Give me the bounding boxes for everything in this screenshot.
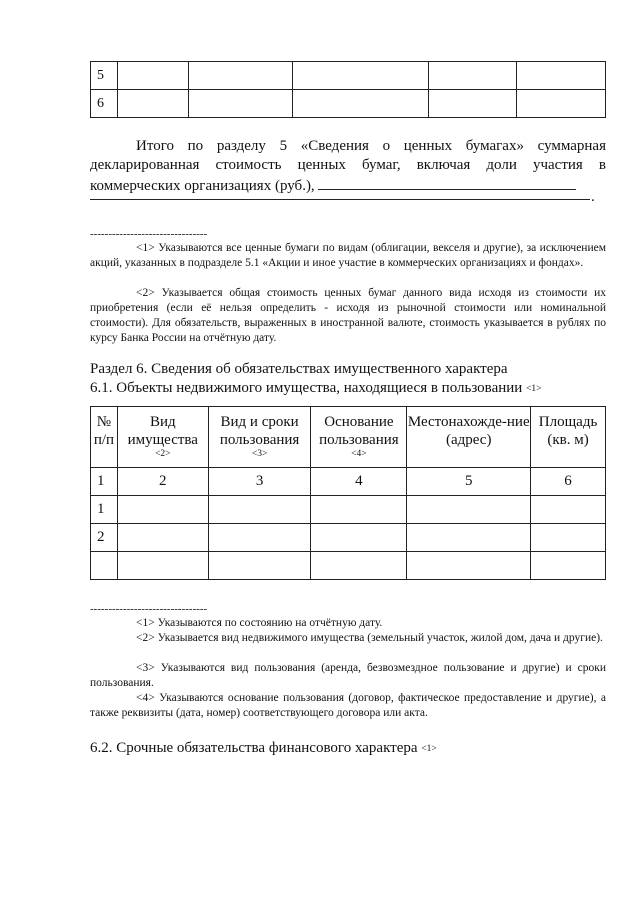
securities-table-tail	[90, 61, 606, 118]
column-number: 3	[208, 468, 311, 496]
table-cell[interactable]	[407, 524, 531, 552]
table-cell[interactable]	[208, 496, 311, 524]
table-cell[interactable]	[311, 524, 407, 552]
table-row	[91, 62, 606, 90]
table-cell[interactable]	[208, 552, 311, 580]
row-number: 5	[91, 62, 118, 90]
footnote-2-3	[90, 661, 606, 691]
footnote-text: <2> Указывается общая стоимость ценных бумаг данного вида исходя из стоимости их приобретения (если её нельзя определить - исходя из рыночной стоимости или номинальной стоимости). Для обязательств, выраженных в иностранной валюте, стоимость указывается в рублях по курсу Банка России на отчётную дату.	[90, 287, 606, 344]
header-label: Основание пользования	[319, 414, 399, 448]
table-cell	[188, 62, 292, 90]
footnote-ref: <2>	[155, 449, 171, 459]
table-cell[interactable]	[208, 524, 311, 552]
column-number: 1	[91, 468, 118, 496]
table-cell	[117, 90, 188, 118]
table-cell[interactable]	[531, 524, 606, 552]
footnote-text: <4> Указываются основание пользования (договор, фактическое предоставление и другие), а также реквизиты (дата, номер) соответствующего договора или акта.	[90, 692, 606, 719]
table-row	[91, 496, 606, 524]
header-label: № п/п	[93, 414, 115, 448]
header-label: Площадь (кв. м)	[538, 414, 598, 448]
header-label: Вид и сроки пользования	[219, 414, 300, 448]
table-cell	[517, 90, 606, 118]
table-cell	[292, 90, 429, 118]
col-header-location	[407, 407, 531, 468]
total-amount-line[interactable]	[318, 175, 576, 190]
footnote-ref: <1>	[421, 744, 437, 754]
total-text: Итого по разделу 5 «Сведения о ценных бумагах» суммарная декларированная стоимость ценных бумаг, включая доли участия в коммерческих организациях (руб.),	[90, 138, 606, 194]
table-cell[interactable]	[117, 496, 208, 524]
table-row	[91, 552, 606, 580]
col-header-area	[531, 407, 606, 468]
end-dot: .	[591, 189, 595, 205]
table-cell[interactable]	[407, 552, 531, 580]
table-cell[interactable]	[407, 496, 531, 524]
row-number	[91, 552, 118, 580]
real-estate-table	[90, 406, 606, 580]
row-number: 6	[91, 90, 118, 118]
table-cell	[188, 90, 292, 118]
row-number: 2	[91, 524, 118, 552]
footnote-ref: <3>	[251, 449, 268, 459]
footnote-text: <1> Указываются все ценные бумаги по видам (облигации, векселя и другие), за исключением акций, указанных в подразделе 5.1 «Акции и иное участие в коммерческих организациях и фондах».	[90, 242, 606, 269]
header-label: Местонахожде-ние (адрес)	[407, 414, 530, 448]
heading-text: 6.1. Объекты недвижимого имущества, находящиеся в пользовании	[90, 380, 523, 396]
section-6-title: Раздел 6. Сведения об обязательствах имущественного характера	[90, 361, 508, 377]
col-header-property-type	[117, 407, 208, 468]
section-6-1-title	[90, 379, 542, 399]
footnote-separator: --------------------------------	[90, 603, 208, 615]
footnote-ref: <1>	[526, 384, 542, 394]
footnote-separator: --------------------------------	[90, 228, 208, 240]
table-cell[interactable]	[117, 552, 208, 580]
footnote-1-2	[90, 286, 606, 346]
table-row	[91, 524, 606, 552]
table-cell	[429, 90, 517, 118]
footnote-2-1	[90, 616, 606, 631]
table-cell[interactable]	[311, 552, 407, 580]
header-label: Вид имущества	[127, 414, 198, 448]
footnote-text: <1> Указываются по состоянию на отчётную дату.	[136, 617, 383, 629]
column-number: 5	[407, 468, 531, 496]
col-header-use-type	[208, 407, 311, 468]
section-6-2-title	[90, 739, 437, 759]
table-cell[interactable]	[311, 496, 407, 524]
table-cell	[517, 62, 606, 90]
table-row	[91, 90, 606, 118]
col-header-basis	[311, 407, 407, 468]
footnote-2-2	[90, 631, 606, 646]
footnote-1-1	[90, 241, 606, 271]
table-cell	[117, 62, 188, 90]
total-continuation-line[interactable]	[90, 199, 590, 200]
footnote-ref: <4>	[351, 449, 367, 459]
footnote-2-4	[90, 691, 606, 721]
column-number: 4	[311, 468, 407, 496]
column-number-row	[91, 468, 606, 496]
table-cell	[292, 62, 429, 90]
total-paragraph	[90, 137, 606, 196]
heading-text: 6.2. Срочные обязательства финансового характера	[90, 740, 418, 756]
footnote-text: <2> Указывается вид недвижимого имущества (земельный участок, жилой дом, дача и другие).	[136, 632, 603, 644]
row-number: 1	[91, 496, 118, 524]
col-header-number	[91, 407, 118, 468]
column-number: 2	[117, 468, 208, 496]
table-cell	[429, 62, 517, 90]
table-cell[interactable]	[531, 496, 606, 524]
table-cell[interactable]	[531, 552, 606, 580]
table-cell[interactable]	[117, 524, 208, 552]
footnote-text: <3> Указываются вид пользования (аренда, безвозмездное пользование и другие) и сроки пользования.	[90, 662, 606, 689]
table-header-row	[91, 407, 606, 468]
column-number: 6	[531, 468, 606, 496]
